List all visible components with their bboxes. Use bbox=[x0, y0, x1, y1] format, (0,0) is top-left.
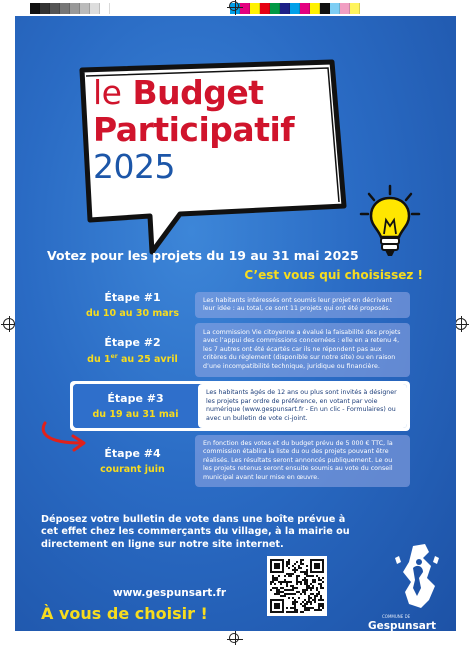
step-3-label: Étape #3 bbox=[107, 392, 164, 406]
title-participatif: Participatif bbox=[93, 110, 295, 149]
step-4 bbox=[70, 435, 410, 487]
title-year: 2025 bbox=[93, 147, 175, 186]
step-3 bbox=[73, 384, 407, 428]
step-1-label: Étape #1 bbox=[104, 291, 161, 304]
qr-code-icon[interactable] bbox=[267, 556, 327, 616]
deposit-instructions: Déposez votre bulletin de vote dans une boîte prévue à cet effet chez les commerçants du village, à la mairie ou directement en ligne sur notre site internet. bbox=[41, 514, 350, 550]
step-2-header bbox=[70, 336, 195, 365]
choose-tagline: C’est vous qui choisissez ! bbox=[244, 268, 423, 282]
lightbulb-icon bbox=[359, 184, 421, 264]
poster-title bbox=[93, 73, 295, 186]
step-2-date-prefix: du 1 bbox=[87, 353, 111, 365]
step-2-date-sup: er bbox=[110, 352, 118, 360]
call-to-action: À vous de choisir ! bbox=[41, 604, 208, 623]
step-4-description: En fonction des votes et du budget prévu de 5 000 € TTC, la commission établira la liste du ou des projets pouvant être réalisés. Les résultats seront annoncés publiquement. Le ou les projets retenus seront ensuite soumis au vote du conseil municipal avant leur mise en œuvre. bbox=[195, 435, 410, 487]
step-2-date-suffix: au 25 avril bbox=[117, 353, 178, 365]
website-link[interactable]: www.gespunsart.fr bbox=[113, 587, 227, 599]
vote-period: Votez pour les projets du 19 au 31 mai 2025 bbox=[47, 248, 359, 263]
title-le: le bbox=[93, 73, 122, 112]
step-3-highlight bbox=[70, 381, 410, 431]
step-4-label: Étape #4 bbox=[104, 447, 161, 461]
logo-subtitle: COMMUNE DE bbox=[382, 614, 411, 619]
title-line-1 bbox=[93, 73, 294, 112]
registration-mark-top bbox=[229, 1, 239, 11]
step-1 bbox=[70, 291, 410, 319]
step-2-label: Étape #2 bbox=[104, 335, 161, 349]
registration-mark-right bbox=[455, 318, 467, 330]
title-budget: Budget bbox=[132, 73, 264, 112]
poster bbox=[15, 16, 456, 631]
step-2-description: La commission Vie citoyenne a évalué la faisabilité des projets avec l’appui des commissions concernées : elle en a retenu 4, les 7 autres ont été écartés car ils ne répondent pas aux critères du règlement (disponible sur notre site) ou en raison d’une incompatibilité technique, juridique ou financière. bbox=[195, 323, 410, 377]
step-1-description: Les habitants intéressés ont soumis leur projet en décrivant leur idée : au total, ce sont 11 projets qui ont été proposés. bbox=[195, 292, 410, 319]
step-1-date: du 10 au 30 mars bbox=[85, 308, 180, 319]
step-1-header bbox=[70, 291, 195, 319]
step-2 bbox=[70, 323, 410, 377]
step-3-description: Les habitants âgés de 12 ans ou plus sont invités à désigner les projets par ordre de préférence, en votant par voie numérique (www.gespunsart.fr - En un clic - Formulaires) ou avec un bulletin de vote ci-joint. bbox=[198, 384, 407, 428]
logo-name: Gespunsart bbox=[368, 620, 436, 631]
steps-list bbox=[70, 291, 410, 491]
registration-mark-bottom bbox=[229, 633, 239, 643]
step-3-date: du 19 au 31 mai bbox=[92, 409, 179, 421]
red-arrow-icon bbox=[37, 419, 92, 453]
registration-mark-left bbox=[3, 318, 15, 330]
step-2-date bbox=[70, 353, 195, 365]
print-color-bar bbox=[30, 3, 360, 14]
step-4-date: courant juin bbox=[100, 464, 165, 476]
